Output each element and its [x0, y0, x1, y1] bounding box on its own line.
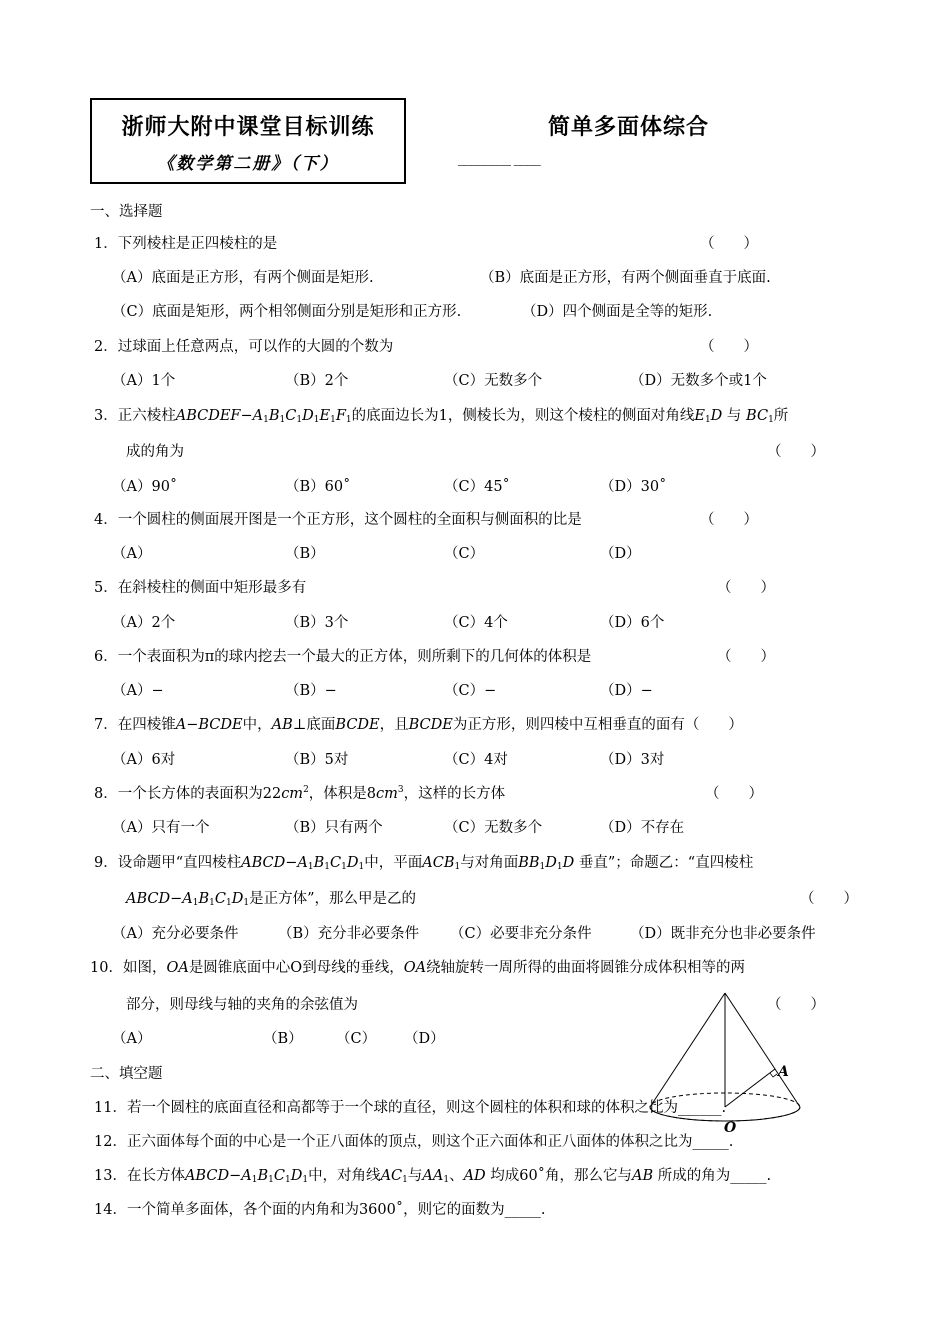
q5-option-b: （B）3个: [285, 615, 349, 631]
q9-option-d: （D）既非充分也非必要条件: [630, 926, 816, 942]
q5-option-a: （A）2个: [112, 615, 176, 631]
school-title: 浙师大附中课堂目标训练: [121, 115, 375, 140]
section-choice: 一、选择题: [90, 204, 163, 220]
q11-stem: 11．若一个圆柱的底面直径和高都等于一个球的直径，则这个圆柱的体积和球的体积之比为______.: [94, 1100, 727, 1116]
q5-option-d: （D）6个: [600, 615, 665, 631]
q6-option-c: （C）−: [444, 683, 497, 699]
q2-stem: 2．过球面上任意两点，可以作的大圆的个数为: [94, 339, 394, 355]
q10-option-c: （C）: [336, 1031, 377, 1047]
label-o: O: [724, 1120, 737, 1136]
q9-option-c: （C）必要非充分条件: [450, 926, 592, 942]
book-title: 《数学第二册》（下）: [157, 154, 339, 174]
q9-option-b: （B）充分非必要条件: [278, 926, 420, 942]
q8-stem: 8．一个长方体的表面积为$22cm^2$，体积是$8cm^3$，这样的长方体: [94, 785, 506, 802]
q10-paren: （ ）: [767, 997, 825, 1013]
header-box: [90, 98, 406, 184]
q5-option-c: （C）4个: [444, 615, 508, 631]
q1-paren: （ ）: [700, 236, 758, 252]
q7-stem: 7．在四棱锥A−BCDE中，AB⊥底面BCDE，且BCDE为正方形，则四棱中互相垂直的面有（ ）: [94, 717, 743, 733]
q13-stem: 13．在长方体$ABCD-A_1B_1C_1D_1$中，对角线$AC_1$与$AA_1$、AD 均成60˚角，那么它与AB 所成的角为_____.: [94, 1168, 772, 1185]
q2-option-a: （A）1个: [112, 373, 176, 389]
q9-stem: 9．设命题甲“直四棱柱$ABCD-A_1B_1C_1D_1$中，平面$ACB_1$与对角面$BB_1D_1D$ 垂直”；命题乙：“直四棱柱: [94, 855, 754, 872]
q5-paren: （ ）: [717, 580, 775, 596]
q8-paren: （ ）: [705, 786, 763, 802]
q8-option-d: （D）不存在: [600, 820, 685, 836]
q4-option-d: （D）: [600, 546, 641, 562]
q4-option-b: （B）: [285, 546, 325, 562]
q7-option-d: （D）3对: [600, 752, 665, 768]
q10-option-b: （B）: [263, 1031, 303, 1047]
q6-option-d: （D）−: [600, 683, 653, 699]
q2-option-b: （B）2个: [285, 373, 349, 389]
q4-stem: 4．一个圆柱的侧面展开图是一个正方形，这个圆柱的全面积与侧面积的比是: [94, 512, 582, 528]
q6-stem: 6．一个表面积为π的球内挖去一个最大的正方体，则所剩下的几何体的体积是: [94, 649, 592, 665]
q10-option-a: （A）: [112, 1031, 152, 1047]
q4-paren: （ ）: [700, 512, 758, 528]
q4-option-a: （A）: [112, 546, 152, 562]
q3-option-b: （B）60˚: [285, 479, 351, 495]
q3-option-a: （A）90˚: [112, 479, 178, 495]
q3-option-d: （D）30˚: [600, 479, 667, 495]
q3-stem-line2: 成的角为: [126, 444, 184, 460]
q7-option-a: （A）6对: [112, 752, 176, 768]
q1-option-a: （A）底面是正方形，有两个侧面是矩形.: [112, 270, 374, 286]
q10-option-d: （D）: [404, 1031, 445, 1047]
cone-generatrix-right: [725, 993, 800, 1107]
q1-stem: 1．下列棱柱是正四棱柱的是: [94, 236, 278, 252]
q12-stem: 12．正六面体每个面的中心是一个正八面体的顶点，则这个正六面体和正八面体的体积之比为_____.: [94, 1134, 734, 1150]
q2-option-d: （D）无数多个或1个: [630, 373, 767, 389]
q10-stem: 10．如图，OA是圆锥底面中心O到母线的垂线，OA绕轴旋转一周所得的曲面将圆锥分成体积相等的两: [90, 960, 746, 976]
q9-option-a: （A）充分必要条件: [112, 926, 239, 942]
q6-option-b: （B）−: [285, 683, 337, 699]
label-a: A: [778, 1064, 789, 1080]
q3-option-c: （C）45˚: [444, 479, 510, 495]
q3-paren: （ ）: [767, 444, 825, 460]
q1-option-d: （D）四个侧面是全等的矩形.: [522, 304, 713, 320]
cone-generatrix-left: [650, 993, 725, 1107]
q7-option-b: （B）5对: [285, 752, 349, 768]
q3-stem: 3．正六棱柱$ABCDEF-A_1B_1C_1D_1E_1F_1$的底面边长为1，侧棱长为，则这个棱柱的侧面对角线$E_1D$ 与 $BC_1$所: [94, 408, 789, 425]
segment-oa: [725, 1069, 775, 1107]
q1-option-b: （B）底面是正方形，有两个侧面垂直于底面.: [480, 270, 771, 286]
q8-option-b: （B）只有两个: [285, 820, 383, 836]
q2-paren: （ ）: [700, 339, 758, 355]
q9-paren: （ ）: [800, 891, 858, 907]
q9-stem-line2: $ABCD-A_1B_1C_1D_1$是正方体”，那么甲是乙的: [126, 891, 417, 908]
topic-blank: ________ ____: [458, 148, 540, 166]
q5-stem: 5．在斜棱柱的侧面中矩形最多有: [94, 580, 307, 596]
section-fill: 二、填空题: [90, 1066, 163, 1082]
q6-paren: （ ）: [717, 649, 775, 665]
q8-option-c: （C）无数多个: [444, 820, 543, 836]
right-angle-mark: [770, 1073, 777, 1077]
q6-option-a: （A）−: [112, 683, 164, 699]
topic-title: 简单多面体综合: [548, 115, 710, 140]
q7-option-c: （C）4对: [444, 752, 508, 768]
q10-stem-line2: 部分，则母线与轴的夹角的余弦值为: [126, 997, 358, 1013]
q14-stem: 14．一个简单多面体，各个面的内角和为3600˚，则它的面数为_____.: [94, 1202, 546, 1218]
q2-option-c: （C）无数多个: [444, 373, 543, 389]
q4-option-c: （C）: [444, 546, 485, 562]
q1-option-c: （C）底面是矩形，两个相邻侧面分别是矩形和正方形.: [112, 304, 462, 320]
q8-option-a: （A）只有一个: [112, 820, 210, 836]
